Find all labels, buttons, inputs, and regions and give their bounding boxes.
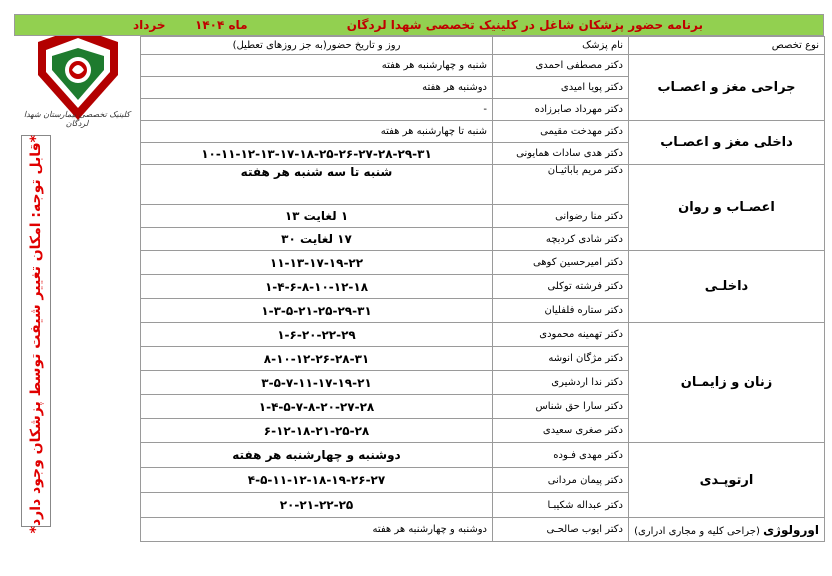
logo-caption: کلینیک تخصصی بیمارستان شهدا لردگان xyxy=(23,110,131,128)
page-title: برنامه حضور پزشکان شاغل در کلینیک تخصصی شهدا لردگان xyxy=(346,18,703,32)
side-note-box xyxy=(21,135,51,534)
specialty-cell: ارتوپـدی xyxy=(629,443,825,518)
schedule-cell: ۱۰-۱۱-۱۲-۱۳-۱۷-۱۸-۲۵-۲۶-۲۷-۲۸-۲۹-۳۱ xyxy=(141,143,493,165)
specialty-note: (جراحی کلیه و مجاری ادراری) xyxy=(634,525,760,537)
schedule-cell: - xyxy=(141,99,493,121)
schedule-cell: ۱۷ لغایت ۳۰ xyxy=(141,228,493,251)
table-row xyxy=(141,121,825,143)
specialty-cell: زنان و زایمـان xyxy=(629,323,825,443)
table-row xyxy=(141,518,825,542)
schedule-table xyxy=(140,36,825,542)
doctor-cell: دکتر ندا اردشیری xyxy=(493,371,629,395)
schedule-cell: ۱-۴-۶-۸-۱۰-۱۲-۱۸ xyxy=(141,275,493,299)
doctor-cell: دکتر منا رضوانی xyxy=(493,205,629,228)
specialty-main: اورولوژی xyxy=(763,522,819,537)
doctor-cell: دکتر مهدی فـوده xyxy=(493,443,629,468)
doctor-cell: دکتر مصطفی احمدی xyxy=(493,55,629,77)
doctor-cell: دکتر فرشته توکلی xyxy=(493,275,629,299)
doctor-cell: دکتر پیمان مردانی xyxy=(493,468,629,493)
header-schedule: روز و تاریخ حضور(به جز روزهای تعطیل) xyxy=(141,37,493,55)
doctor-cell: دکتر مهرداد صابرزاده xyxy=(493,99,629,121)
schedule-cell: دوشنبه هر هفته xyxy=(141,77,493,99)
schedule-cell: دوشنبه و چهارشنبه هر هفته xyxy=(141,443,493,468)
table-row xyxy=(141,55,825,77)
specialty-cell: جراحی مغز و اعصـاب xyxy=(629,55,825,121)
schedule-cell: شنبه تا سه شنبه هر هفته xyxy=(141,165,493,205)
side-note: *قابل توجه: امکان تغییر شیفت توسط پزشکان وجود دارد* xyxy=(28,135,44,534)
doctor-cell: دکتر هدی سادات همایونی xyxy=(493,143,629,165)
schedule-cell: دوشنبه و چهارشنبه هر هفته xyxy=(141,518,493,542)
schedule-cell: شنبه تا چهارشنبه هر هفته xyxy=(141,121,493,143)
doctor-cell: دکتر عبداله شکیبـا xyxy=(493,493,629,518)
schedule-cell: ۱-۴-۵-۷-۸-۲۰-۲۷-۲۸ xyxy=(141,395,493,419)
doctor-cell: دکتر ستاره فلفلیان xyxy=(493,299,629,323)
doctor-cell: دکتر امیرحسین کوهی xyxy=(493,251,629,275)
side-panel xyxy=(8,0,140,576)
table-row xyxy=(141,165,825,205)
doctor-cell: دکتر ایوب صالحـی xyxy=(493,518,629,542)
schedule-cell: ۶-۱۲-۱۸-۲۱-۲۵-۲۸ xyxy=(141,419,493,443)
schedule-cell: ۱۱-۱۳-۱۷-۱۹-۲۲ xyxy=(141,251,493,275)
header-specialty: نوع تخصص xyxy=(629,37,825,55)
specialty-cell: داخلـی xyxy=(629,251,825,323)
table-row xyxy=(141,251,825,275)
doctor-cell: دکتر تهمینه محمودی xyxy=(493,323,629,347)
specialty-cell: اعصـاب و روان xyxy=(629,165,825,251)
schedule-cell: ۲۰-۲۱-۲۲-۲۵ xyxy=(141,493,493,518)
doctor-cell: دکتر پویا امیدی xyxy=(493,77,629,99)
doctor-cell: دکتر مژگان انوشه xyxy=(493,347,629,371)
table-row xyxy=(141,443,825,468)
specialty-cell: داخلی مغز و اعصـاب xyxy=(629,121,825,165)
schedule-cell: شنبه و چهارشنبه هر هفته xyxy=(141,55,493,77)
schedule-cell: ۸-۱۰-۱۲-۲۶-۲۸-۳۱ xyxy=(141,347,493,371)
specialty-cell xyxy=(629,518,825,542)
table-row xyxy=(141,323,825,347)
schedule-cell: ۱ لغایت ۱۳ xyxy=(141,205,493,228)
schedule-cell: ۱-۶-۲۰-۲۲-۲۹ xyxy=(141,323,493,347)
doctor-cell: دکتر شادی کردبچه xyxy=(493,228,629,251)
doctor-cell: دکتر مریم باباثیـان xyxy=(493,165,629,205)
title-bar xyxy=(14,14,824,36)
schedule-cell: ۱-۳-۵-۲۱-۲۵-۲۹-۳۱ xyxy=(141,299,493,323)
title-month: خرداد xyxy=(133,18,166,32)
title-year: ماه ۱۴۰۴ xyxy=(195,18,248,32)
header-doctor: نام پزشک xyxy=(493,37,629,55)
doctor-cell: دکتر مهدخت مقیمی xyxy=(493,121,629,143)
doctor-cell: دکتر سارا حق شناس xyxy=(493,395,629,419)
schedule-cell: ۳-۵-۷-۱۱-۱۷-۱۹-۲۱ xyxy=(141,371,493,395)
schedule-cell: ۴-۵-۱۱-۱۲-۱۸-۱۹-۲۶-۲۷ xyxy=(141,468,493,493)
doctor-cell: دکتر صغری سعیدی xyxy=(493,419,629,443)
